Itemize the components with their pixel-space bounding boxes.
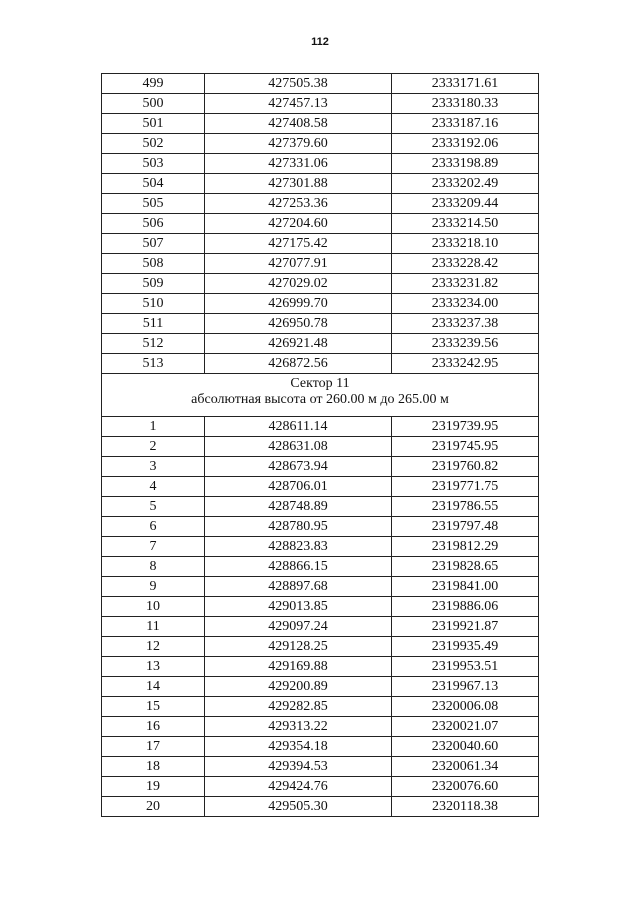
point-number-cell: 506: [102, 214, 205, 234]
point-number-cell: 510: [102, 294, 205, 314]
x-coordinate-cell: 428780.95: [205, 517, 392, 537]
x-coordinate-cell: 429313.22: [205, 717, 392, 737]
y-coordinate-cell: 2333218.10: [392, 234, 539, 254]
coordinates-table: [101, 73, 539, 817]
x-coordinate-cell: 426999.70: [205, 294, 392, 314]
table-row: [102, 697, 539, 717]
y-coordinate-cell: 2333237.38: [392, 314, 539, 334]
x-coordinate-cell: 428748.89: [205, 497, 392, 517]
point-number-cell: 512: [102, 334, 205, 354]
point-number-cell: 9: [102, 577, 205, 597]
x-coordinate-cell: 427029.02: [205, 274, 392, 294]
coordinates-table-body-after: [102, 417, 539, 817]
point-number-cell: 5: [102, 497, 205, 517]
y-coordinate-cell: 2333198.89: [392, 154, 539, 174]
x-coordinate-cell: 429282.85: [205, 697, 392, 717]
y-coordinate-cell: 2333192.06: [392, 134, 539, 154]
point-number-cell: 4: [102, 477, 205, 497]
x-coordinate-cell: 429394.53: [205, 757, 392, 777]
x-coordinate-cell: 429354.18: [205, 737, 392, 757]
table-row: [102, 354, 539, 374]
table-row: [102, 537, 539, 557]
x-coordinate-cell: 426950.78: [205, 314, 392, 334]
x-coordinate-cell: 428611.14: [205, 417, 392, 437]
y-coordinate-cell: 2333242.95: [392, 354, 539, 374]
table-row: [102, 677, 539, 697]
point-number-cell: 6: [102, 517, 205, 537]
y-coordinate-cell: 2319935.49: [392, 637, 539, 657]
y-coordinate-cell: 2319797.48: [392, 517, 539, 537]
point-number-cell: 14: [102, 677, 205, 697]
y-coordinate-cell: 2319886.06: [392, 597, 539, 617]
table-row: [102, 497, 539, 517]
sector-header-body: [102, 374, 539, 417]
point-number-cell: 504: [102, 174, 205, 194]
x-coordinate-cell: 428823.83: [205, 537, 392, 557]
table-row: [102, 154, 539, 174]
point-number-cell: 19: [102, 777, 205, 797]
point-number-cell: 507: [102, 234, 205, 254]
table-row: [102, 234, 539, 254]
y-coordinate-cell: 2333228.42: [392, 254, 539, 274]
point-number-cell: 17: [102, 737, 205, 757]
point-number-cell: 500: [102, 94, 205, 114]
x-coordinate-cell: 427379.60: [205, 134, 392, 154]
point-number-cell: 505: [102, 194, 205, 214]
table-row: [102, 577, 539, 597]
y-coordinate-cell: 2333231.82: [392, 274, 539, 294]
table-row: [102, 334, 539, 354]
y-coordinate-cell: 2319786.55: [392, 497, 539, 517]
y-coordinate-cell: 2320118.38: [392, 797, 539, 817]
table-row: [102, 194, 539, 214]
table-row: [102, 637, 539, 657]
x-coordinate-cell: 427457.13: [205, 94, 392, 114]
sector-title: Сектор 11: [290, 376, 350, 391]
table-row: [102, 254, 539, 274]
x-coordinate-cell: 427505.38: [205, 74, 392, 94]
y-coordinate-cell: 2319739.95: [392, 417, 539, 437]
table-row: [102, 797, 539, 817]
sector-header-row: [102, 374, 539, 417]
table-row: [102, 557, 539, 577]
y-coordinate-cell: 2319771.75: [392, 477, 539, 497]
x-coordinate-cell: 428866.15: [205, 557, 392, 577]
table-row: [102, 777, 539, 797]
x-coordinate-cell: 427077.91: [205, 254, 392, 274]
table-row: [102, 74, 539, 94]
y-coordinate-cell: 2333239.56: [392, 334, 539, 354]
point-number-cell: 1: [102, 417, 205, 437]
x-coordinate-cell: 428897.68: [205, 577, 392, 597]
point-number-cell: 7: [102, 537, 205, 557]
point-number-cell: 2: [102, 437, 205, 457]
sector-header-cell: [102, 374, 539, 417]
y-coordinate-cell: 2333214.50: [392, 214, 539, 234]
x-coordinate-cell: 427204.60: [205, 214, 392, 234]
table-row: [102, 417, 539, 437]
point-number-cell: 12: [102, 637, 205, 657]
y-coordinate-cell: 2333187.16: [392, 114, 539, 134]
table-row: [102, 457, 539, 477]
y-coordinate-cell: 2319841.00: [392, 577, 539, 597]
table-row: [102, 94, 539, 114]
x-coordinate-cell: 429097.24: [205, 617, 392, 637]
table-row: [102, 657, 539, 677]
x-coordinate-cell: 426921.48: [205, 334, 392, 354]
y-coordinate-cell: 2320076.60: [392, 777, 539, 797]
y-coordinate-cell: 2333234.00: [392, 294, 539, 314]
x-coordinate-cell: 428631.08: [205, 437, 392, 457]
table-row: [102, 477, 539, 497]
x-coordinate-cell: 426872.56: [205, 354, 392, 374]
x-coordinate-cell: 429200.89: [205, 677, 392, 697]
x-coordinate-cell: 429169.88: [205, 657, 392, 677]
point-number-cell: 11: [102, 617, 205, 637]
point-number-cell: 511: [102, 314, 205, 334]
point-number-cell: 15: [102, 697, 205, 717]
x-coordinate-cell: 429128.25: [205, 637, 392, 657]
point-number-cell: 508: [102, 254, 205, 274]
table-row: [102, 134, 539, 154]
x-coordinate-cell: 427253.36: [205, 194, 392, 214]
table-row: [102, 517, 539, 537]
point-number-cell: 16: [102, 717, 205, 737]
x-coordinate-cell: 428706.01: [205, 477, 392, 497]
y-coordinate-cell: 2319812.29: [392, 537, 539, 557]
x-coordinate-cell: 427331.06: [205, 154, 392, 174]
y-coordinate-cell: 2319828.65: [392, 557, 539, 577]
y-coordinate-cell: 2333209.44: [392, 194, 539, 214]
table-row: [102, 437, 539, 457]
x-coordinate-cell: 427408.58: [205, 114, 392, 134]
x-coordinate-cell: 428673.94: [205, 457, 392, 477]
point-number-cell: 503: [102, 154, 205, 174]
y-coordinate-cell: 2333171.61: [392, 74, 539, 94]
y-coordinate-cell: 2320040.60: [392, 737, 539, 757]
x-coordinate-cell: 427175.42: [205, 234, 392, 254]
point-number-cell: 20: [102, 797, 205, 817]
point-number-cell: 501: [102, 114, 205, 134]
y-coordinate-cell: 2320021.07: [392, 717, 539, 737]
y-coordinate-cell: 2319921.87: [392, 617, 539, 637]
point-number-cell: 10: [102, 597, 205, 617]
table-row: [102, 717, 539, 737]
point-number-cell: 18: [102, 757, 205, 777]
y-coordinate-cell: 2333180.33: [392, 94, 539, 114]
x-coordinate-cell: 429505.30: [205, 797, 392, 817]
table-row: [102, 214, 539, 234]
table-row: [102, 617, 539, 637]
point-number-cell: 8: [102, 557, 205, 577]
x-coordinate-cell: 427301.88: [205, 174, 392, 194]
y-coordinate-cell: 2319760.82: [392, 457, 539, 477]
table-row: [102, 737, 539, 757]
table-row: [102, 274, 539, 294]
x-coordinate-cell: 429424.76: [205, 777, 392, 797]
y-coordinate-cell: 2319967.13: [392, 677, 539, 697]
y-coordinate-cell: 2319953.51: [392, 657, 539, 677]
table-row: [102, 757, 539, 777]
point-number-cell: 13: [102, 657, 205, 677]
y-coordinate-cell: 2333202.49: [392, 174, 539, 194]
x-coordinate-cell: 429013.85: [205, 597, 392, 617]
point-number-cell: 509: [102, 274, 205, 294]
table-row: [102, 597, 539, 617]
point-number-cell: 502: [102, 134, 205, 154]
table-row: [102, 314, 539, 334]
coordinates-table-body-before: [102, 74, 539, 374]
point-number-cell: 513: [102, 354, 205, 374]
table-row: [102, 174, 539, 194]
y-coordinate-cell: 2320061.34: [392, 757, 539, 777]
table-row: [102, 114, 539, 134]
page-number: 112: [311, 36, 329, 48]
point-number-cell: 499: [102, 74, 205, 94]
sector-subtitle: абсолютная высота от 260.00 м до 265.00 м: [191, 392, 449, 407]
y-coordinate-cell: 2320006.08: [392, 697, 539, 717]
table-row: [102, 294, 539, 314]
y-coordinate-cell: 2319745.95: [392, 437, 539, 457]
point-number-cell: 3: [102, 457, 205, 477]
